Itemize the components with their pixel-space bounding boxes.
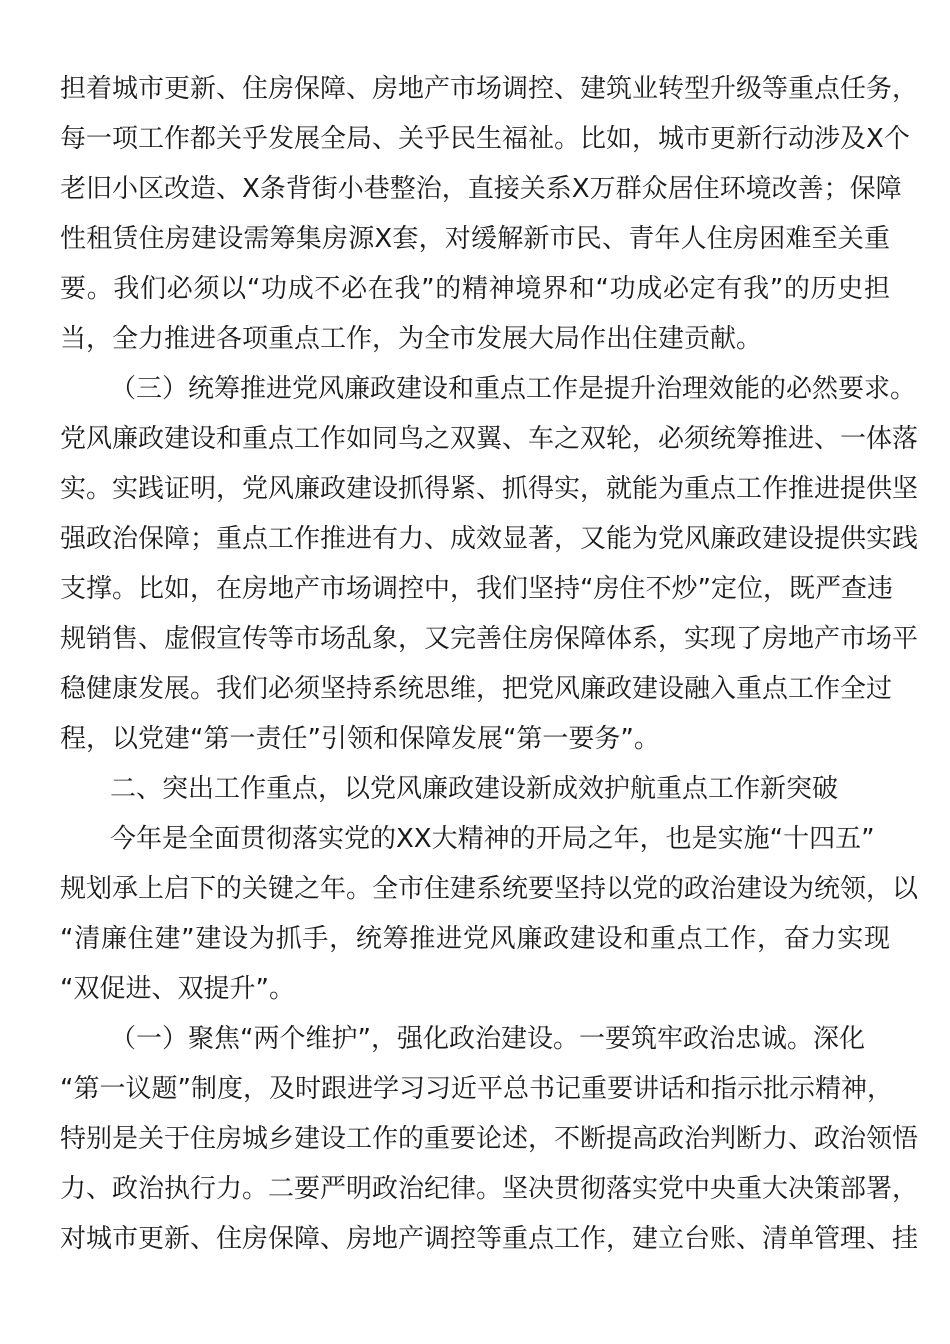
text-line: 力、政治执行力。二要严明政治纪律。坚决贯彻落实党中央重大决策部署， (60, 1174, 919, 1204)
text-line: 支撑。比如，在房地产市场调控中，我们坚持“房住不炒”定位，既严查违 (60, 574, 893, 604)
subsection-heading-1: （一）聚焦“两个维护”，强化政治建设。一要筑牢政治忠诚。深化 (110, 1024, 865, 1054)
text-line: 规划承上启下的关键之年。全市住建系统要坚持以党的政治建设为统领，以 (60, 874, 919, 904)
text-line: 性租赁住房建设需筹集房源X套，对缓解新市民、青年人住房困难至关重 (60, 224, 890, 254)
text-line: 今年是全面贯彻落实党的XX大精神的开局之年，也是实施“十四五” (110, 824, 875, 854)
text-line: 实。实践证明，党风廉政建设抓得紧、抓得实，就能为重点工作推进提供坚 (60, 474, 919, 504)
text-line: 担着城市更新、住房保障、房地产市场调控、建筑业转型升级等重点任务， (60, 74, 919, 104)
text-line: 要。我们必须以“功成不必在我”的精神境界和“功成必定有我”的历史担 (60, 274, 890, 304)
text-line: 强政治保障；重点工作推进有力、成效显著，又能为党风廉政建设提供实践 (60, 524, 919, 554)
section-heading-3: （三）统筹推进党风廉政建设和重点工作是提升治理效能的必然要求。 (110, 374, 917, 404)
text-line: 对城市更新、住房保障、房地产调控等重点工作，建立台账、清单管理、挂 (60, 1224, 919, 1254)
text-line: 程，以党建“第一责任”引领和保障发展“第一要务”。 (60, 724, 660, 754)
text-line: “双促进、双提升”。 (60, 974, 295, 1004)
text-line: 每一项工作都关乎发展全局、关乎民生福祉。比如，城市更新行动涉及X个 (60, 124, 910, 154)
text-line: “清廉住建”建设为抓手，统筹推进党风廉政建设和重点工作，奋力实现 (60, 924, 890, 954)
text-line: 规销售、虚假宣传等市场乱象，又完善住房保障体系，实现了房地产市场平 (60, 624, 919, 654)
text-line: “第一议题”制度，及时跟进学习习近平总书记重要讲话和指示批示精神， (60, 1074, 893, 1104)
text-line: 老旧小区改造、X条背街小巷整治，直接关系X万群众居住环境改善；保障 (60, 174, 902, 204)
text-line: 党风廉政建设和重点工作如同鸟之双翼、车之双轮，必须统筹推进、一体落 (60, 424, 919, 454)
section-heading-2: 二、突出工作重点，以党风廉政建设新成效护航重点工作新突破 (110, 774, 839, 804)
text-line: 特别是关于住房城乡建设工作的重要论述，不断提高政治判断力、政治领悟 (60, 1124, 919, 1154)
text-line: 当，全力推进各项重点工作，为全市发展大局作出住建贡献。 (60, 324, 763, 354)
text-line: 稳健康发展。我们必须坚持系统思维，把党风廉政建设融入重点工作全过 (60, 674, 893, 704)
